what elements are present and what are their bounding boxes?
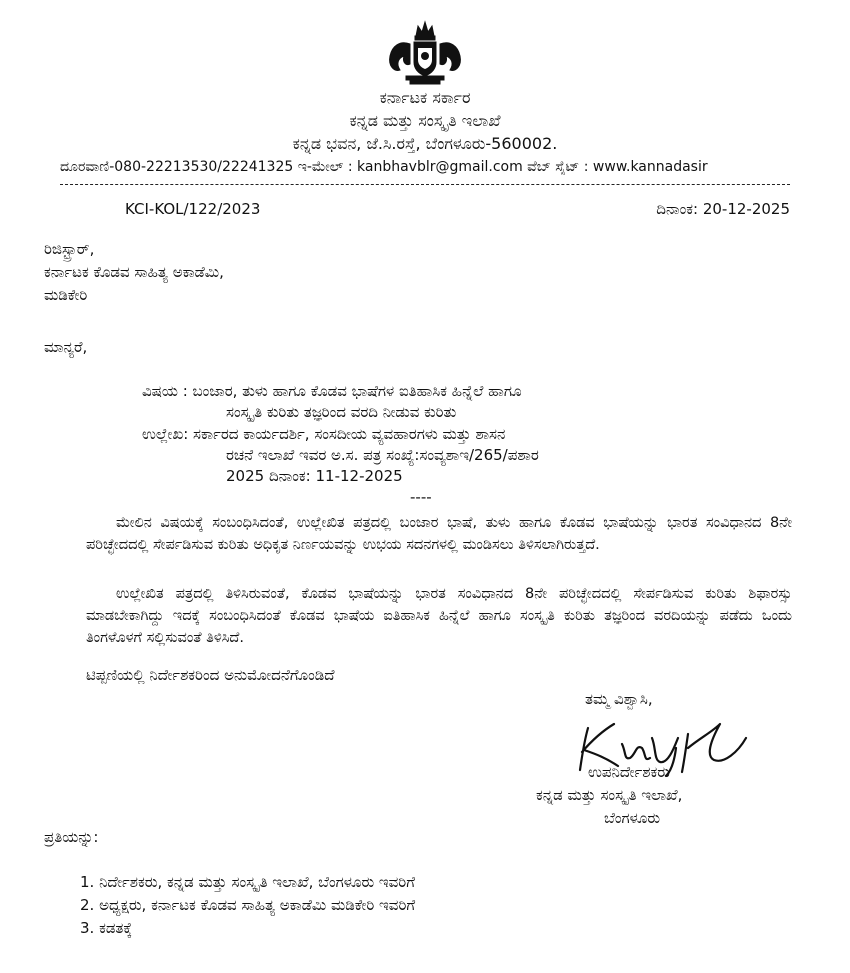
salutation: ಮಾನ್ಯರೆ, [44,338,88,356]
reference-line-1: ಉಲ್ಲೇಖ: ಸರ್ಕಾರದ ಕಾರ್ಯದರ್ಶಿ, ಸಂಸದೀಯ ವ್ಯವಹಾರಗಳು ಮತ್ತು ಶಾಸನ [142,425,506,443]
signatory-city: ಬೆಂಗಳೂರು [604,809,661,827]
signatory-department: ಕನ್ನಡ ಮತ್ತು ಸಂಸ್ಕೃತಿ ಇಲಾಖೆ, [536,786,683,804]
signatory-designation: ಉಪನಿರ್ದೇಶಕರು [588,763,670,781]
copies-heading: ಪ್ರತಿಯನ್ನು: [44,828,99,846]
separator: ---- [410,488,432,506]
reference-line-3: 2025 ದಿನಾಂಕ: 11-12-2025 [226,467,403,485]
copy-item-1: 1. ನಿರ್ದೇಶಕರು, ಕನ್ನಡ ಮತ್ತು ಸಂಸ್ಕೃತಿ ಇಲಾಖೆ, ಬೆಂಗಳೂರು ಇವರಿಗೆ [80,873,415,891]
body-paragraph-2: ಉಲ್ಲೇಖಿತ ಪತ್ರದಲ್ಲಿ ತಿಳಿಸಿರುವಂತೆ, ಕೊಡವ ಭಾಷೆಯನ್ನು ಭಾರತ ಸಂವಿಧಾನದ 8ನೇ ಪರಿಚ್ಛೇದದಲ್ಲಿ ಸೇರ್ಪಡಿಸುವ ಕುರಿತು ಶಿಫಾರಸ್ಸು ಮಾಡಬೇಕಾಗಿದ್ದು ಇದಕ್ಕೆ ಸಂಬಂಧಿಸಿದಂತೆ ಕೊಡವ ಭಾಷೆಯ ಐತಿಹಾಸಿಕ ಹಿನ್ನೆಲೆ ಹಾಗೂ ಸಂಸ್ಕೃತಿ ಕುರಿತು ತಜ್ಞರಿಂದ ವರದಿಯನ್ನು ಪಡೆದು ಒಂದು ತಿಂಗಳೊಳಗೆ ಸಲ್ಲಿಸುವಂತೆ ತಿಳಿಸಿದೆ. [86,586,792,646]
header-government: ಕರ್ನಾಟಕ ಸರ್ಕಾರ [379,88,471,107]
header-contact: ದೂರವಾಣಿ-080-22213530/22241325 ಇ-ಮೇಲ್ : kanbhavblr@gmail.com ವೆಬ್ ಸೈಟ್ : www.kannadasir [60,159,708,175]
reference-line-2: ರಚನೆ ಇಲಾಖೆ ಇವರ ಅ.ಸ. ಪತ್ರ ಸಂಖ್ಯೆ:ಸಂವ್ಯಶಾಇ/265/ಪಶಾರ [226,446,539,464]
body-paragraph-1: ಮೇಲಿನ ವಿಷಯಕ್ಕೆ ಸಂಬಂಧಿಸಿದಂತೆ, ಉಲ್ಲೇಖಿತ ಪತ್ರದಲ್ಲಿ ಬಂಜಾರ ಭಾಷೆ, ತುಳು ಹಾಗೂ ಕೊಡವ ಭಾಷೆಯನ್ನು ಭಾರತ ಸಂವಿಧಾನದ 8ನೇ ಪರಿಚ್ಛೇದದಲ್ಲಿ ಸೇರ್ಪಡಿಸುವ ಕುರಿತು ಅಧಿಕೃತ ನಿರ್ಣಯವನ್ನು ಉಭಯ ಸದನಗಳಲ್ಲಿ ಮಂಡಿಸಲು ತಿಳಿಸಲಾಗಿರುತ್ತದೆ. [86,515,792,553]
header-department: ಕನ್ನಡ ಮತ್ತು ಸಂಸ್ಕೃತಿ ಇಲಾಖೆ [349,111,501,130]
recipient-title: ರಿಜಿಸ್ಟ್ರಾರ್, [44,240,95,258]
subject-line-2: ಸಂಸ್ಕೃತಿ ಕುರಿತು ತಜ್ಞರಿಂದ ವರದಿ ನೀಡುವ ಕುರಿತು [226,403,457,421]
approval-note: ಟಿಪ್ಪಣಿಯಲ್ಲಿ ನಿರ್ದೇಶಕರಿಂದ ಅನುಮೋದನೆಗೊಂಡಿದೆ [86,666,335,684]
recipient-place: ಮಡಿಕೇರಿ [44,286,88,304]
header-divider [60,184,790,185]
letter-date: ದಿನಾಂಕ: 20-12-2025 [656,200,790,218]
recipient-org: ಕರ್ನಾಟಕ ಕೊಡವ ಸಾಹಿತ್ಯ ಅಕಾಡೆಮಿ, [44,263,224,281]
closing-yours: ತಮ್ಮ ವಿಶ್ವಾಸಿ, [585,690,653,708]
reference-number: KCI-KOL/122/2023 [125,200,261,218]
header-address: ಕನ್ನಡ ಭವನ, ಜೆ.ಸಿ.ರಸ್ತೆ, ಬೆಂಗಳೂರು-560002. [292,134,558,153]
copy-item-3: 3. ಕಡತಕ್ಕೆ [80,919,133,937]
subject-line-1: ವಿಷಯ : ಬಂಜಾರ, ತುಳು ಹಾಗೂ ಕೊಡವ ಭಾಷೆಗಳ ಐತಿಹಾಸಿಕ ಹಿನ್ನೆಲೆ ಹಾಗೂ [142,382,522,400]
karnataka-emblem-icon [380,18,470,88]
copy-item-2: 2. ಅಧ್ಯಕ್ಷರು, ಕರ್ನಾಟಕ ಕೊಡವ ಸಾಹಿತ್ಯ ಅಕಾಡೆಮಿ ಮಡಿಕೇರಿ ಇವರಿಗೆ [80,896,416,914]
